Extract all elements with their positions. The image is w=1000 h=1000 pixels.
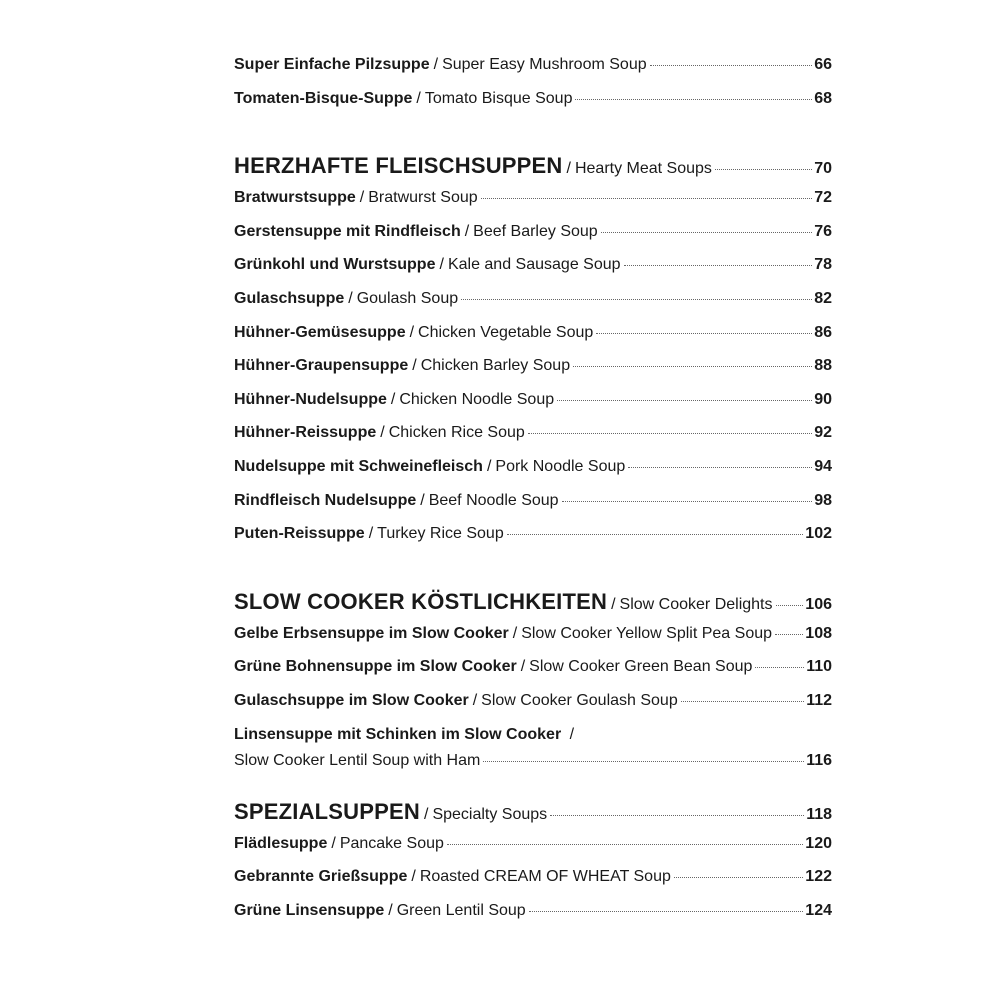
page-number: 94 — [814, 457, 832, 475]
dot-leader — [528, 433, 812, 434]
dot-leader — [573, 366, 812, 367]
entry-title-de: Puten-Reissuppe — [234, 525, 365, 543]
page-number: 76 — [814, 222, 832, 240]
entry-title-en: Bratwurst Soup — [368, 189, 478, 207]
page-number: 120 — [805, 834, 832, 852]
section-heading[interactable] — [234, 799, 832, 835]
separator: / — [569, 725, 575, 743]
entry-title-en: Chicken Noodle Soup — [399, 390, 555, 408]
page-number: 116 — [806, 751, 832, 769]
entry-title-de: Grüne Linsensuppe — [234, 901, 385, 919]
page-number: 108 — [805, 624, 832, 642]
entry-title-de: Gelbe Erbsensuppe im Slow Cooker — [234, 624, 509, 642]
dot-leader — [596, 333, 812, 334]
separator: / — [464, 222, 470, 240]
toc-entry[interactable] — [234, 391, 832, 425]
dot-leader — [755, 667, 804, 668]
toc-entry[interactable] — [234, 902, 832, 936]
table-of-contents — [234, 56, 832, 935]
separator: / — [412, 357, 417, 375]
toc-entry[interactable] — [234, 492, 832, 526]
separator: / — [512, 624, 518, 642]
separator: / — [520, 658, 526, 676]
entry-title-de: Hühner-Graupensuppe — [234, 357, 409, 375]
separator: / — [411, 868, 416, 886]
section-gap — [234, 559, 832, 589]
entry-title-de: Gebrannte Grießsuppe — [234, 868, 408, 886]
entry-title-de: Gerstensuppe mit Rindfleisch — [234, 222, 461, 240]
entry-title-de: Grüne Bohnensuppe im Slow Cooker — [234, 658, 517, 676]
separator: / — [420, 491, 425, 509]
entry-title-de: Grünkohl und Wurstsuppe — [234, 256, 436, 274]
entry-title-en: Chicken Barley Soup — [420, 357, 571, 375]
dot-leader — [775, 634, 803, 635]
section-title-de: SLOW COOKER KÖSTLICHKEITEN — [234, 588, 608, 614]
page-number: 98 — [814, 491, 832, 509]
toc-entry[interactable] — [234, 357, 832, 391]
separator: / — [331, 834, 336, 852]
section-title-en: Specialty Soups — [432, 805, 548, 823]
dot-leader — [601, 232, 813, 233]
dot-leader — [628, 467, 812, 468]
section-gap — [234, 123, 832, 153]
separator: / — [566, 160, 571, 178]
entry-title-de: Hühner-Nudelsuppe — [234, 390, 387, 408]
page-number: 92 — [814, 424, 832, 442]
entry-title-en: Tomato Bisque Soup — [424, 89, 573, 107]
dot-leader — [562, 501, 813, 502]
separator: / — [409, 323, 415, 341]
page-number: 90 — [814, 390, 832, 408]
dot-leader — [557, 400, 812, 401]
page-number: 88 — [814, 357, 832, 375]
section-title-en: Hearty Meat Soups — [574, 160, 712, 178]
entry-title-en: Chicken Rice Soup — [388, 424, 525, 442]
dot-leader — [461, 299, 812, 300]
dot-leader — [776, 605, 804, 606]
entry-title-en: Chicken Vegetable Soup — [418, 323, 594, 341]
entry-title-de: Rindfleisch Nudelsuppe — [234, 491, 417, 509]
entry-title-de: Gulaschsuppe im Slow Cooker — [234, 691, 469, 709]
dot-leader — [550, 815, 804, 816]
toc-entry[interactable] — [234, 692, 832, 726]
entry-title-en: Kale and Sausage Soup — [447, 256, 621, 274]
toc-entry[interactable] — [234, 324, 832, 358]
page-number: 78 — [814, 256, 832, 274]
page-number: 70 — [814, 160, 832, 178]
dot-leader — [624, 265, 813, 266]
section-title-en: Slow Cooker Delights — [619, 595, 773, 613]
entry-title-de: Linsensuppe mit Schinken im Slow Cooker — [234, 725, 562, 743]
toc-entry[interactable] — [234, 424, 832, 458]
dot-leader — [681, 701, 804, 702]
page-number: 118 — [806, 805, 832, 823]
entry-title-de: Nudelsuppe mit Schweinefleisch — [234, 457, 483, 475]
dot-leader — [650, 65, 813, 66]
dot-leader — [447, 844, 803, 845]
entry-title-de: Gulaschsuppe — [234, 289, 345, 307]
entry-line-2 — [234, 752, 832, 770]
section-title-de: HERZHAFTE FLEISCHSUPPEN — [234, 153, 563, 179]
entry-title-en: Roasted CREAM OF WHEAT Soup — [419, 868, 671, 886]
page-number: 66 — [814, 56, 832, 73]
toc-entry[interactable] — [234, 256, 832, 290]
entry-title-en: Slow Cooker Green Bean Soup — [529, 658, 753, 676]
page-number: 86 — [814, 323, 832, 341]
separator: / — [433, 56, 439, 73]
separator: / — [439, 256, 444, 274]
entry-title-en: Green Lentil Soup — [396, 901, 526, 919]
entry-title-de: Tomaten-Bisque-Suppe — [234, 89, 413, 107]
toc-entry[interactable] — [234, 458, 832, 492]
separator: / — [416, 89, 421, 107]
dot-leader — [715, 169, 812, 170]
section-title-de: SPEZIALSUPPEN — [234, 798, 420, 824]
entry-title-de: Hühner-Gemüsesuppe — [234, 323, 406, 341]
page-number: 110 — [806, 658, 832, 676]
separator: / — [390, 390, 396, 408]
separator: / — [368, 525, 374, 543]
dot-leader — [575, 99, 812, 100]
section-gap — [234, 781, 832, 799]
page-number: 82 — [814, 289, 832, 307]
toc-entry[interactable] — [234, 223, 832, 257]
entry-title-en: Turkey Rice Soup — [377, 525, 504, 543]
entry-title-en: Super Easy Mushroom Soup — [442, 56, 647, 73]
separator: / — [388, 901, 393, 919]
page-number: 122 — [805, 868, 832, 886]
page-number: 68 — [814, 89, 832, 107]
entry-title-en: Beef Barley Soup — [473, 222, 598, 240]
dot-leader — [483, 761, 804, 762]
page-number: 106 — [805, 595, 832, 613]
toc-entry[interactable] — [234, 625, 832, 659]
entry-title-de: Flädlesuppe — [234, 834, 328, 852]
dot-leader — [507, 534, 804, 535]
entry-title-en: Slow Cooker Goulash Soup — [481, 691, 678, 709]
entry-title-de: Hühner-Reissuppe — [234, 424, 377, 442]
entry-title-en: Beef Noodle Soup — [428, 491, 559, 509]
toc-entry[interactable] — [234, 56, 832, 90]
toc-entry[interactable] — [234, 658, 832, 692]
entry-line-1 — [234, 726, 832, 752]
entry-title-en: Slow Cooker Lentil Soup with Ham — [234, 751, 481, 769]
entry-title-de: Bratwurstsuppe — [234, 189, 356, 207]
separator: / — [472, 691, 478, 709]
separator: / — [611, 595, 616, 613]
separator: / — [359, 189, 365, 207]
separator: / — [486, 457, 492, 475]
toc-entry[interactable] — [234, 868, 832, 902]
entry-title-en: Slow Cooker Yellow Split Pea Soup — [521, 624, 773, 642]
toc-entry[interactable] — [234, 90, 832, 124]
page-number: 112 — [806, 691, 832, 709]
separator: / — [423, 805, 429, 823]
dot-leader — [481, 198, 813, 199]
page-number: 102 — [805, 525, 832, 543]
separator: / — [380, 424, 385, 442]
entry-title-en: Goulash Soup — [356, 289, 459, 307]
toc-entry[interactable] — [234, 835, 832, 869]
toc-entry[interactable] — [234, 189, 832, 223]
dot-leader — [529, 911, 804, 912]
page-number: 72 — [814, 189, 832, 207]
entry-title-en: Pancake Soup — [339, 834, 444, 852]
entry-title-de: Super Einfache Pilzsuppe — [234, 56, 430, 73]
toc-entry[interactable] — [234, 525, 832, 559]
entry-title-en: Pork Noodle Soup — [495, 457, 626, 475]
toc-entry-two-line[interactable] — [234, 726, 832, 781]
section-heading[interactable] — [234, 153, 832, 189]
toc-entry[interactable] — [234, 290, 832, 324]
separator: / — [348, 289, 353, 307]
section-heading[interactable] — [234, 589, 832, 625]
page-number: 124 — [805, 901, 832, 919]
dot-leader — [674, 877, 803, 878]
